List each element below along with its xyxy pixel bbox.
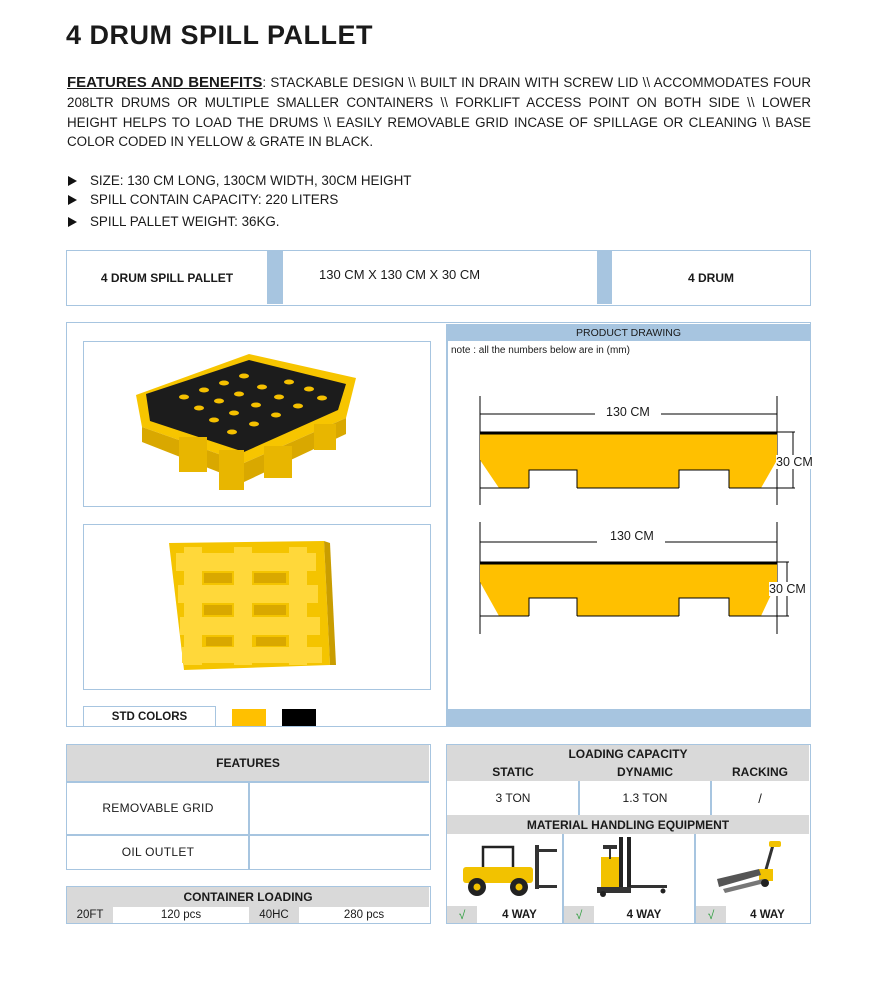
spec-size: SIZE: 130 CM LONG, 130CM WIDTH, 30CM HEIGHT	[68, 173, 411, 188]
spec-weight: SPILL PALLET WEIGHT: 36KG.	[68, 214, 280, 229]
handling-label-pallet-jack: 4 WAY	[750, 908, 785, 921]
features-paragraph	[67, 73, 811, 152]
drawing-footer-bar	[447, 709, 810, 726]
features-text: : STACKABLE DESIGN \\ BUILT IN DRAIN WITH SCREW LID \\ ACCOMMODATES FOUR 208LTR DRUMS OR MULTIPLE SMALLER CONTAINERS \\ FORKLIFT ACCESS POINT ON BOTH SIDE \\ LOWER HEIGHT HELPS TO LOAD THE DRUMS \\ EASILY REMOVABLE GRID INCASE OF SPILLAGE OR CLEANING \\ BASE COLOR CODED IN YELLOW & GRATE IN BLACK.	[67, 75, 811, 150]
summary-name: 4 DRUM SPILL PALLET	[100, 270, 234, 285]
bottom-length-label: 130 CM	[610, 529, 654, 543]
handling-check-1: √	[447, 906, 477, 923]
value-racking: /	[758, 790, 762, 806]
summary-divider	[597, 251, 612, 304]
loading-capacity-header: LOADING CAPACITY	[447, 745, 809, 763]
features-row-oil-outlet: OIL OUTLET	[121, 844, 195, 859]
summary-bar	[66, 250, 811, 306]
column-divider	[248, 781, 250, 869]
container-40hc-value: 280 pcs	[343, 909, 385, 921]
column-divider	[578, 781, 580, 815]
pallet-jack-icon	[709, 839, 799, 899]
loading-capacity-table	[446, 744, 811, 924]
features-table	[66, 744, 431, 870]
spec-capacity: SPILL CONTAIN CAPACITY: 220 LITERS	[68, 192, 338, 207]
top-length-label: 130 CM	[606, 405, 650, 419]
product-photo-top	[83, 341, 431, 507]
summary-type: 4 DRUM	[687, 270, 734, 285]
handling-label-stacker: 4 WAY	[626, 908, 662, 921]
container-loading-header: CONTAINER LOADING	[67, 887, 429, 907]
column-divider	[710, 781, 712, 815]
std-colors-label: STD COLORS	[83, 706, 216, 727]
product-photo-bottom	[83, 524, 431, 690]
arrow-bullet-icon	[68, 195, 77, 205]
page-title: 4 DRUM SPILL PALLET	[66, 20, 374, 50]
drawing-note: note : all the numbers below are in (mm)	[451, 345, 630, 356]
arrow-bullet-icon	[68, 176, 77, 186]
color-swatch-black	[282, 709, 316, 726]
pallet-bottom-photo-icon	[84, 525, 429, 688]
handling-check-2: √	[564, 906, 594, 923]
color-swatch-yellow	[232, 709, 266, 726]
handling-label-forklift: 4 WAY	[502, 908, 537, 921]
container-40hc-label: 40HC	[249, 907, 299, 923]
forklift-icon	[455, 839, 559, 899]
container-20ft-label: 20FT	[67, 907, 113, 923]
arrow-bullet-icon	[68, 217, 77, 227]
features-row-removable-grid: REMOVABLE GRID	[102, 801, 214, 815]
container-20ft-value: 120 pcs	[160, 909, 202, 921]
value-static: 3 TON	[495, 791, 531, 805]
handling-check-3: √	[696, 906, 726, 923]
pallet-top-photo-icon	[84, 342, 429, 505]
features-label: FEATURES AND BENEFITS	[67, 74, 263, 91]
bottom-height-label: 30 CM	[769, 582, 806, 596]
col-dynamic: DYNAMIC	[579, 763, 711, 781]
stacker-icon	[583, 835, 673, 899]
summary-dimensions: 130 CM X 130 CM X 30 CM	[319, 267, 481, 282]
col-static: STATIC	[447, 763, 579, 781]
container-loading-table	[66, 886, 431, 924]
value-dynamic: 1.3 TON	[622, 791, 668, 805]
col-racking: RACKING	[711, 763, 809, 781]
drawing-header: PRODUCT DRAWING	[447, 324, 810, 341]
summary-divider	[267, 251, 283, 304]
features-table-header: FEATURES	[67, 745, 429, 781]
handling-header: MATERIAL HANDLING EQUIPMENT	[447, 815, 809, 834]
top-height-label: 30 CM	[776, 455, 813, 469]
